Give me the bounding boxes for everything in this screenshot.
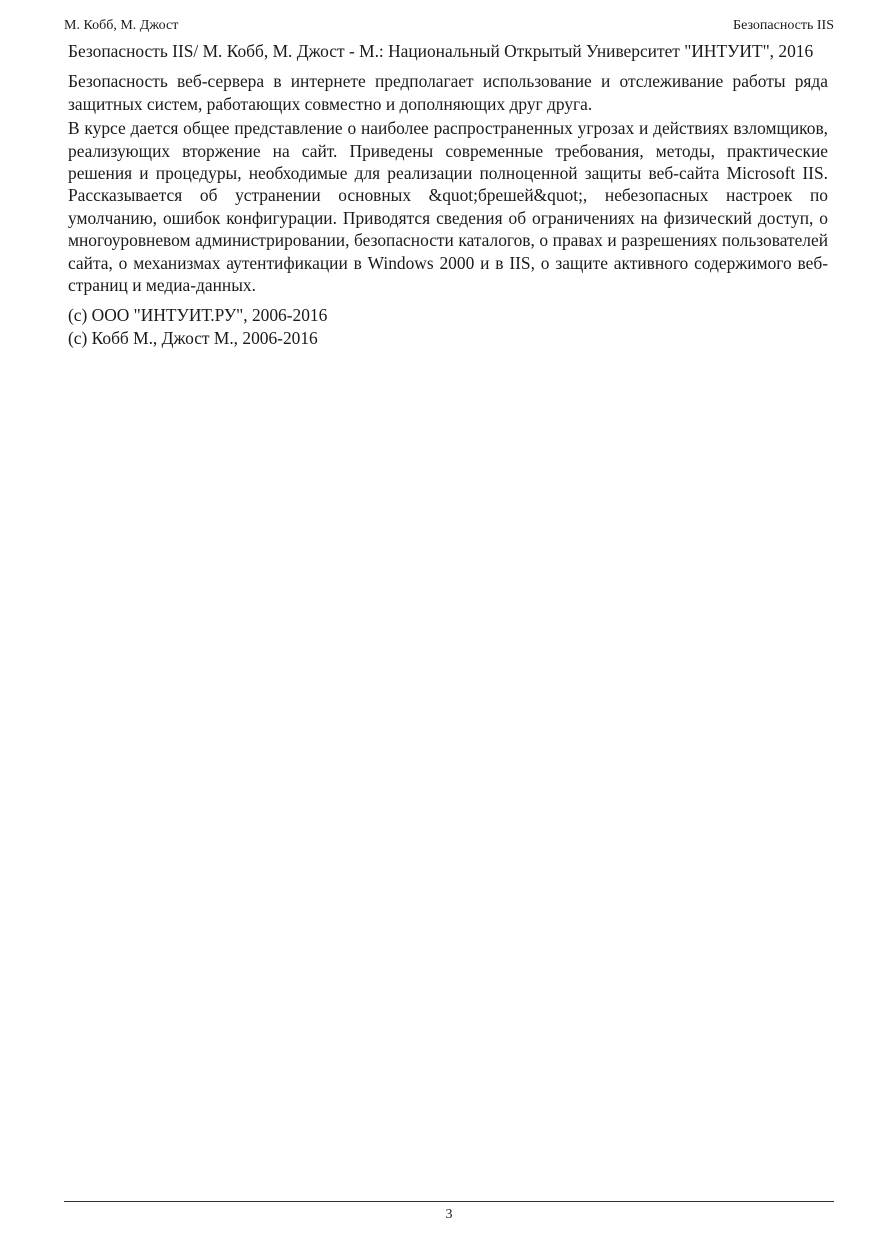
- page-content: [68, 40, 828, 349]
- course-description-paragraph: В курсе дается общее представление о наиболее распространенных угрозах и действиях взломщиков, реализующих вторжение на сайт. Приведены современные требования, методы, практические решения и процедуры, необходимые для реализации полноценной защиты веб-сайта Microsoft IIS. Рассказывается об устранении основных &quot;брешей&quot;, небезопасных настроек по умолчанию, ошибок конфигурации. Приводятся сведения об ограничениях на физический доступ, о многоуровневом администрировании, безопасности каталогов, о правах и разрешениях пользователей сайта, о механизмах аутентификации в Windows 2000 и в IIS, о защите активного содержимого веб-страниц и медиа-данных.: [68, 118, 828, 296]
- footer-divider: [64, 1201, 834, 1202]
- copyright-authors: (с) Кобб М., Джост М., 2006-2016: [68, 327, 318, 348]
- copyright-publisher: (с) ООО "ИНТУИТ.РУ", 2006-2016: [68, 305, 328, 326]
- running-header: [64, 17, 834, 37]
- header-authors: М. Кобб, М. Джост: [64, 18, 179, 33]
- intro-paragraph: Безопасность веб-сервера в интернете предполагает использование и отслеживание работы ряда защитных систем, работающих совместно и дополняющих друг друга.: [68, 71, 828, 114]
- header-book-title: Безопасность IIS: [733, 18, 834, 33]
- bibliographic-citation: Безопасность IIS/ М. Кобб, М. Джост - М.: Национальный Открытый Университет "ИНТУИТ", 2016: [68, 41, 814, 61]
- page-number: 3: [445, 1207, 453, 1222]
